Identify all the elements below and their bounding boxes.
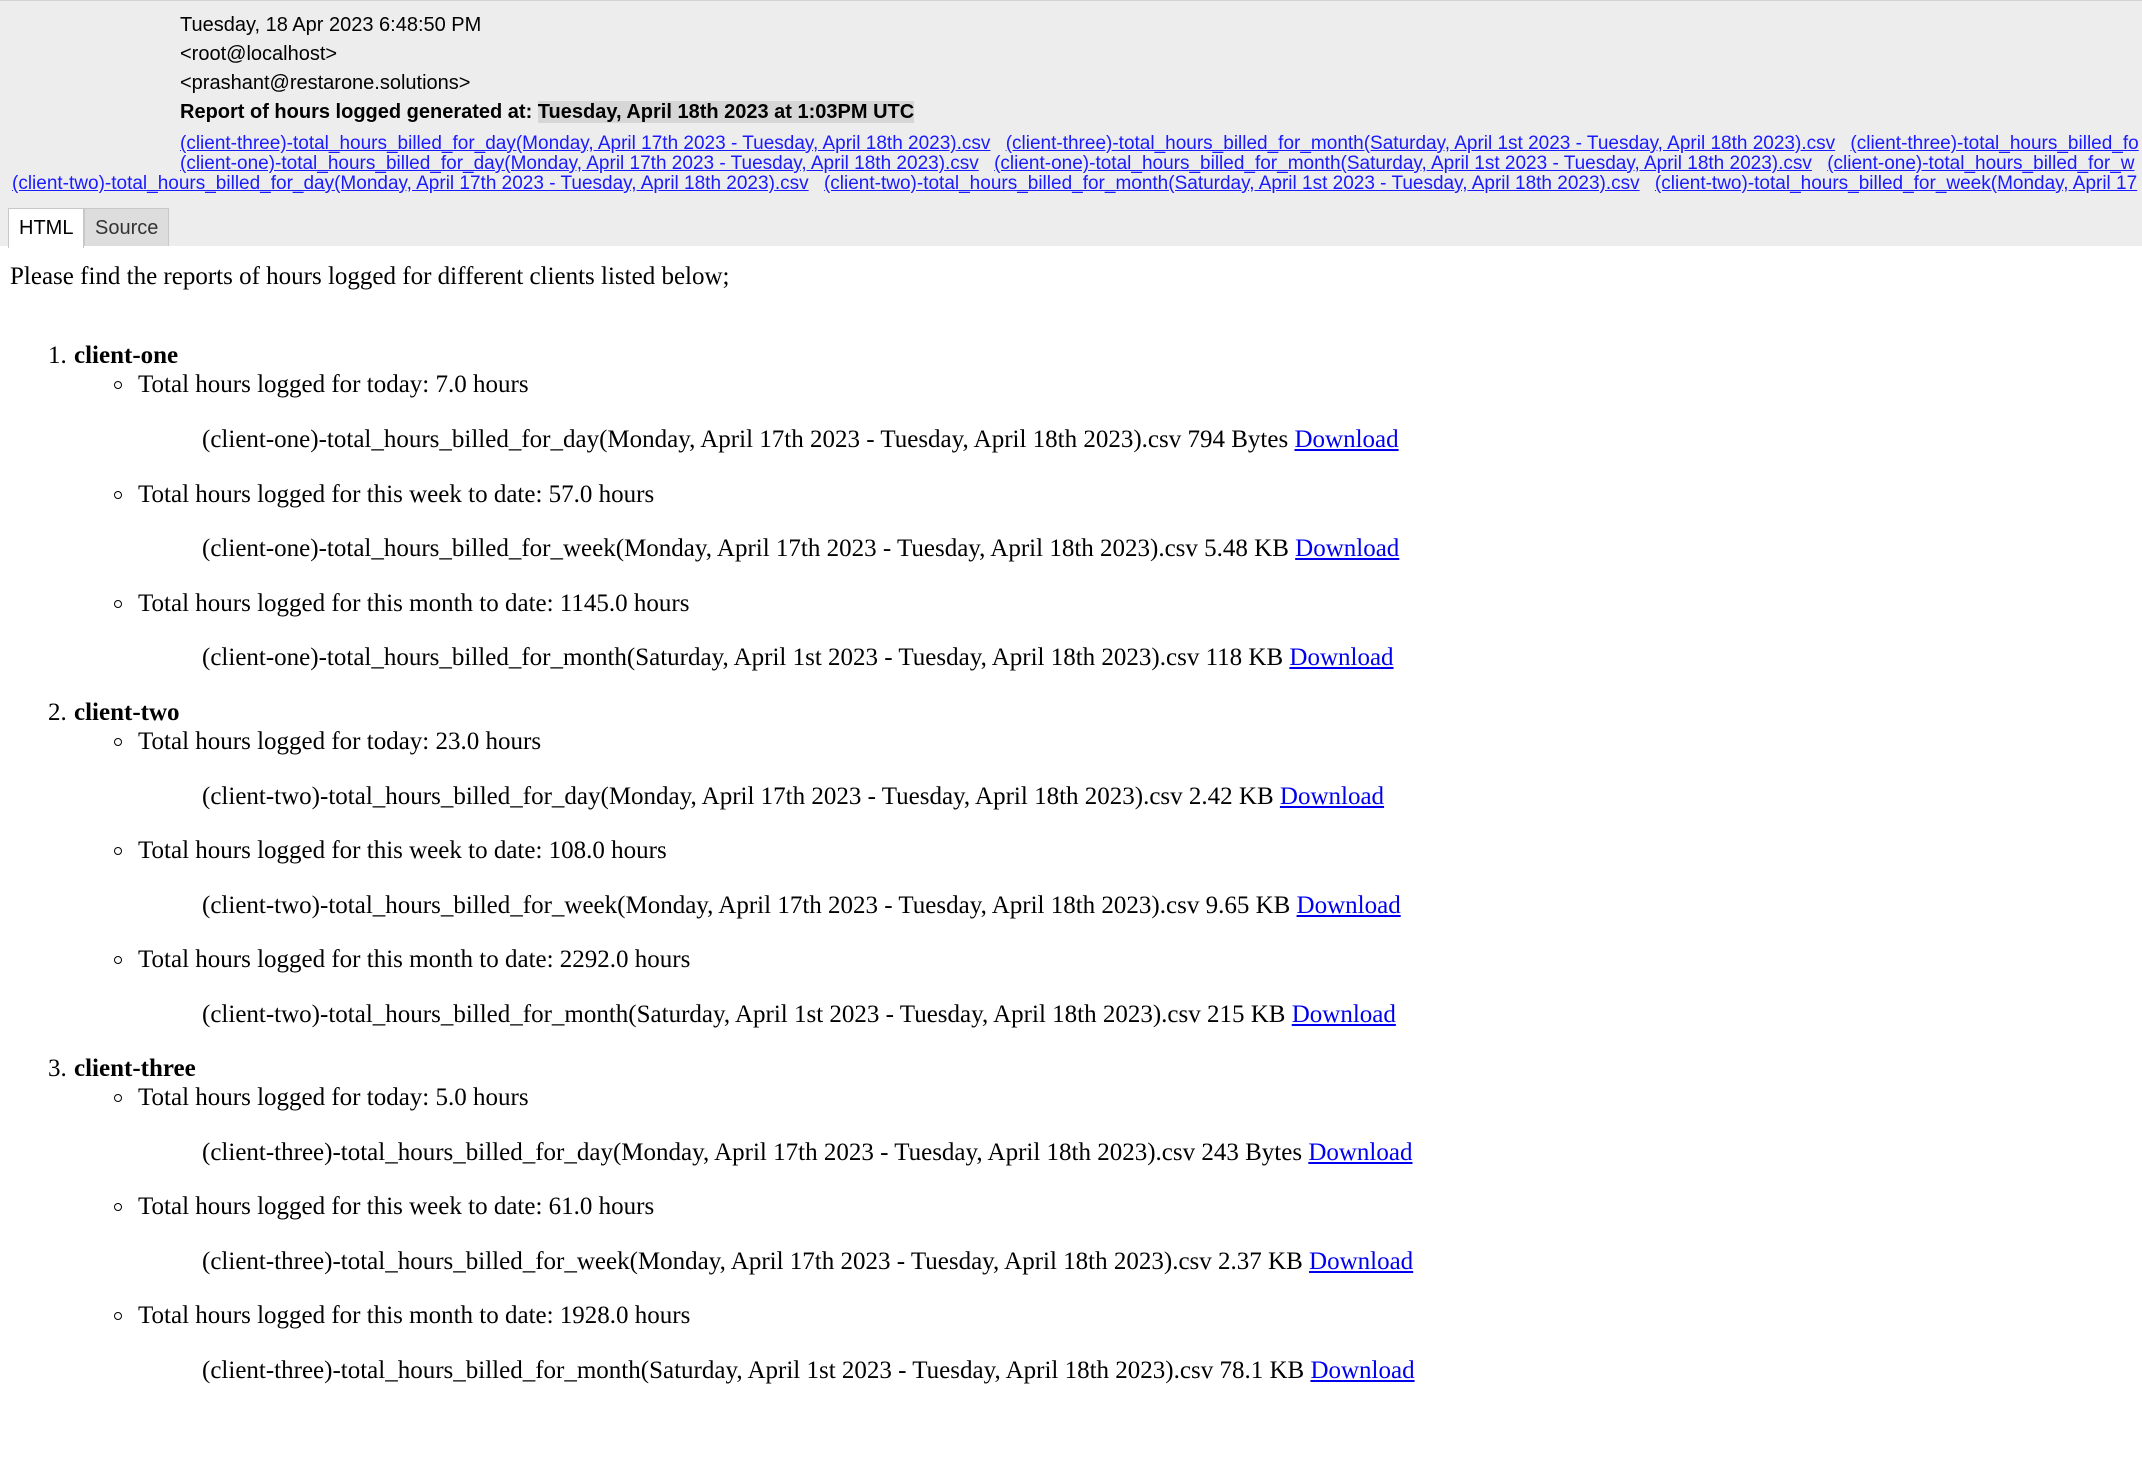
attachments-line-3 xyxy=(12,173,2142,194)
file-name: (client-one)-total_hours_billed_for_day(Monday, April 17th 2023 - Tuesday, April 18th 2023).csv 794 Bytes xyxy=(202,426,1289,453)
client-name: client-two xyxy=(74,699,180,726)
received-value: Tuesday, 18 Apr 2023 6:48:50 PM xyxy=(180,14,482,36)
circle-bullet-icon xyxy=(114,381,122,389)
file-row xyxy=(202,535,1399,563)
hours-text: Total hours logged for this week to date: 108.0 hours xyxy=(138,837,667,864)
client-heading xyxy=(48,699,180,727)
circle-bullet-icon xyxy=(114,1094,122,1102)
download-link[interactable]: Download xyxy=(1289,644,1394,671)
file-name: (client-two)-total_hours_billed_for_week(Monday, April 17th 2023 - Tuesday, April 18th 2023).csv 9.65 KB xyxy=(202,892,1291,919)
client-number: 1. xyxy=(48,342,67,369)
download-link[interactable]: Download xyxy=(1295,535,1400,562)
circle-bullet-icon xyxy=(114,738,122,746)
attachment-link[interactable]: (client-one)-total_hours_billed_for_day(Monday, April 17th 2023 - Tuesday, April 18th 2023).csv xyxy=(180,153,979,174)
file-row xyxy=(202,892,1401,920)
circle-bullet-icon xyxy=(114,956,122,964)
hours-text: Total hours logged for this week to date: 57.0 hours xyxy=(138,481,655,508)
file-name: (client-three)-total_hours_billed_for_week(Monday, April 17th 2023 - Tuesday, April 18th 2023).csv 2.37 KB xyxy=(202,1248,1303,1275)
client-number: 3. xyxy=(48,1055,67,1082)
circle-bullet-icon xyxy=(114,491,122,499)
download-link[interactable]: Download xyxy=(1279,783,1385,810)
client-number: 2. xyxy=(48,699,67,726)
file-row xyxy=(202,1139,1412,1167)
circle-bullet-icon xyxy=(114,1312,122,1320)
attachment-link[interactable]: (client-one)-total_hours_billed_for_w xyxy=(1827,153,2135,174)
tab-html[interactable]: HTML xyxy=(8,208,84,248)
download-link[interactable]: Download xyxy=(1308,1139,1413,1166)
subject-highlight: Tuesday, April 18th 2023 at 1:03PM UTC xyxy=(537,101,915,123)
hours-text: Total hours logged for this month to date: 1145.0 hours xyxy=(138,590,690,617)
circle-bullet-icon xyxy=(114,847,122,855)
file-row xyxy=(202,1248,1413,1276)
circle-bullet-icon xyxy=(114,600,122,608)
attachment-link[interactable]: (client-two)-total_hours_billed_for_day(Monday, April 17th 2023 - Tuesday, April 18th 2023).csv xyxy=(12,173,809,194)
hours-text: Total hours logged for today: 5.0 hours xyxy=(138,1084,529,1111)
hours-text: Total hours logged for today: 23.0 hours xyxy=(138,728,542,755)
subject-value xyxy=(180,98,914,126)
download-link[interactable]: Download xyxy=(1296,892,1401,919)
attachment-link[interactable]: (client-two)-total_hours_billed_for_month(Saturday, April 1st 2023 - Tuesday, April 18th 2023).csv xyxy=(823,173,1640,194)
attachment-link[interactable]: (client-one)-total_hours_billed_for_month(Saturday, April 1st 2023 - Tuesday, April 18th 2023).csv xyxy=(994,153,1812,174)
file-name: (client-one)-total_hours_billed_for_month(Saturday, April 1st 2023 - Tuesday, April 18th 2023).csv 118 KB xyxy=(202,644,1284,671)
file-row xyxy=(202,644,1394,672)
tab-source[interactable]: Source xyxy=(84,208,169,246)
hours-text: Total hours logged for today: 7.0 hours xyxy=(138,371,529,398)
hours-text: Total hours logged for this week to date: 61.0 hours xyxy=(138,1193,655,1220)
message-header xyxy=(0,0,2142,246)
file-name: (client-two)-total_hours_billed_for_month(Saturday, April 1st 2023 - Tuesday, April 18th 2023).csv 215 KB xyxy=(202,1001,1286,1028)
client-heading xyxy=(48,342,178,370)
file-name: (client-three)-total_hours_billed_for_month(Saturday, April 1st 2023 - Tuesday, April 18th 2023).csv 78.1 KB xyxy=(202,1357,1305,1384)
file-name: (client-two)-total_hours_billed_for_day(Monday, April 17th 2023 - Tuesday, April 18th 2023).csv 2.42 KB xyxy=(202,783,1274,810)
attachment-link[interactable]: (client-three)-total_hours_billed_for_month(Saturday, April 1st 2023 - Tuesday, April 18th 2023).csv xyxy=(1005,133,1836,154)
client-name: client-one xyxy=(74,342,179,369)
file-name: (client-three)-total_hours_billed_for_day(Monday, April 17th 2023 - Tuesday, April 18th 2023).csv 243 Bytes xyxy=(202,1139,1303,1166)
attachment-link[interactable]: (client-three)-total_hours_billed_for_day(Monday, April 17th 2023 - Tuesday, April 18th 2023).csv xyxy=(180,133,991,154)
hours-text: Total hours logged for this month to date: 2292.0 hours xyxy=(138,946,691,973)
download-link[interactable]: Download xyxy=(1310,1357,1415,1384)
download-link[interactable]: Download xyxy=(1291,1001,1396,1028)
subject-prefix: Report of hours logged generated at: xyxy=(180,101,538,123)
download-link[interactable]: Download xyxy=(1294,426,1399,453)
from-value: <root@localhost> xyxy=(180,43,338,65)
to-value: <prashant@restarone.solutions> xyxy=(180,72,471,94)
download-link[interactable]: Download xyxy=(1309,1248,1414,1275)
file-row xyxy=(202,1001,1396,1029)
circle-bullet-icon xyxy=(114,1203,122,1211)
client-name: client-three xyxy=(74,1055,196,1082)
file-row xyxy=(202,783,1384,811)
attachments-line-1 xyxy=(180,133,2142,154)
hours-text: Total hours logged for this month to date: 1928.0 hours xyxy=(138,1302,691,1329)
attachment-link[interactable]: (client-three)-total_hours_billed_fo xyxy=(1850,133,2139,154)
file-row xyxy=(202,426,1399,454)
client-heading xyxy=(48,1055,196,1083)
attachments-line-2 xyxy=(180,153,2142,174)
attachment-link[interactable]: (client-two)-total_hours_billed_for_week(Monday, April 17 xyxy=(1654,173,2138,194)
file-name: (client-one)-total_hours_billed_for_week(Monday, April 17th 2023 - Tuesday, April 18th 2023).csv 5.48 KB xyxy=(202,535,1289,562)
intro-text: Please find the reports of hours logged for different clients listed below; xyxy=(10,263,730,290)
file-row xyxy=(202,1357,1415,1385)
